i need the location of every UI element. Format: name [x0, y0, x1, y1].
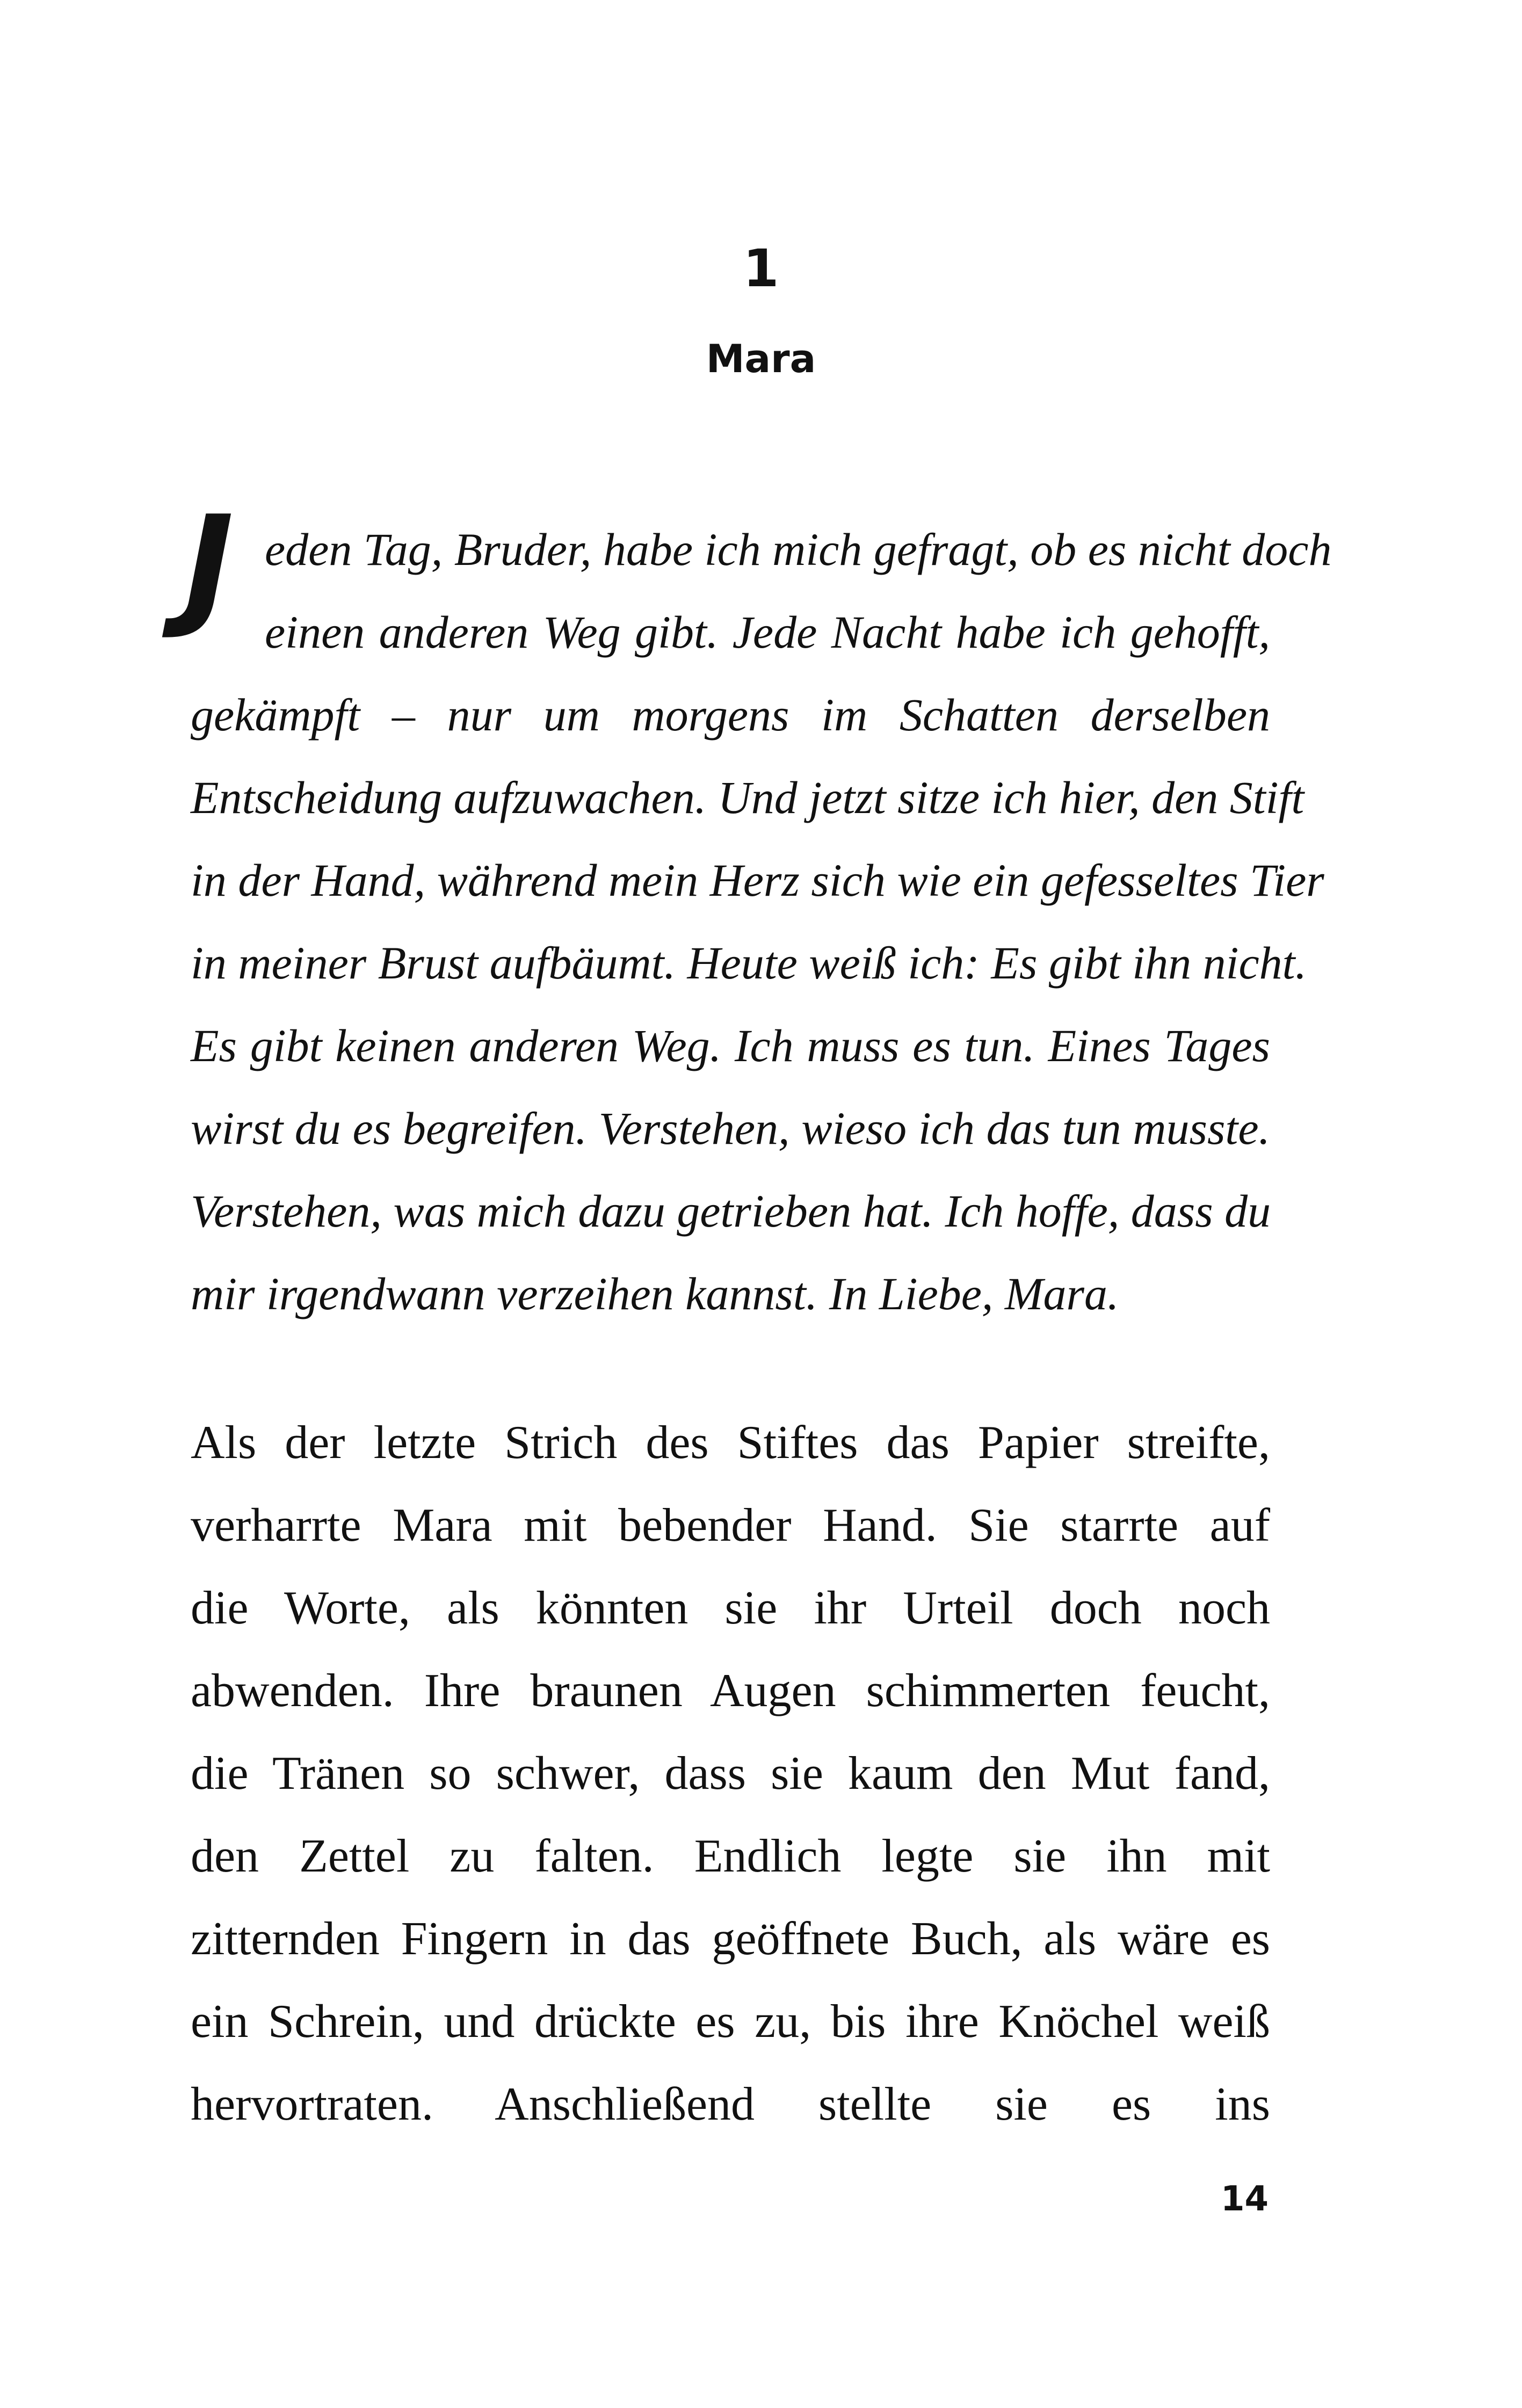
letter-line: in der Hand, während mein Herz sich wie ein gefesseltes Tier [191, 854, 1324, 906]
body-line: hervortraten. Anschließend stellte sie es ins [191, 2078, 1270, 2130]
letter-line: gekämpft – nur um morgens im Schatten derselben [191, 689, 1270, 741]
letter-line: Entscheidung aufzuwachen. Und jetzt sitze ich hier, den Stift [191, 772, 1304, 823]
letter-line: Es gibt keinen anderen Weg. Ich muss es tun. Eines Tages [191, 1020, 1270, 1071]
letter-line: eden Tag, Bruder, habe ich mich gefragt, ob es nicht doch [265, 524, 1332, 575]
body-line: zitternden Fingern in das geöffnete Buch, als wäre es [191, 1913, 1270, 1965]
letter-line: Verstehen, was mich dazu getrieben hat. Ich hoffe, dass du [191, 1185, 1271, 1237]
body-line: verharrte Mara mit bebender Hand. Sie starrte auf [191, 1499, 1270, 1551]
letter-line: einen anderen Weg gibt. Jede Nacht habe ich gehofft, [265, 606, 1270, 658]
chapter-title: Mara [706, 336, 816, 381]
body-line: die Worte, als könnten sie ihr Urteil doch noch [191, 1582, 1270, 1634]
body-line: Als der letzte Strich des Stiftes das Papier streifte, [191, 1417, 1270, 1469]
body-line: die Tränen so schwer, dass sie kaum den Mut fand, [191, 1747, 1270, 1800]
letter-line: wirst du es begreifen. Verstehen, wieso ich das tun musste. [191, 1103, 1270, 1154]
chapter-number: 1 [743, 238, 779, 299]
letter-line: mir irgendwann verzeihen kannst. In Liebe, Mara. [191, 1268, 1119, 1319]
body-line: den Zettel zu falten. Endlich legte sie ihn mit [191, 1830, 1270, 1882]
drop-cap: J [184, 488, 234, 642]
page-number: 14 [1220, 2179, 1269, 2219]
body-line: ein Schrein, und drückte es zu, bis ihre Knöchel weiß [191, 1996, 1270, 2048]
letter-block [184, 488, 1332, 1335]
body-line: abwenden. Ihre braunen Augen schimmerten feucht, [191, 1665, 1270, 1717]
letter-line: in meiner Brust aufbäumt. Heute weiß ich: Es gibt ihn nicht. [191, 937, 1307, 989]
